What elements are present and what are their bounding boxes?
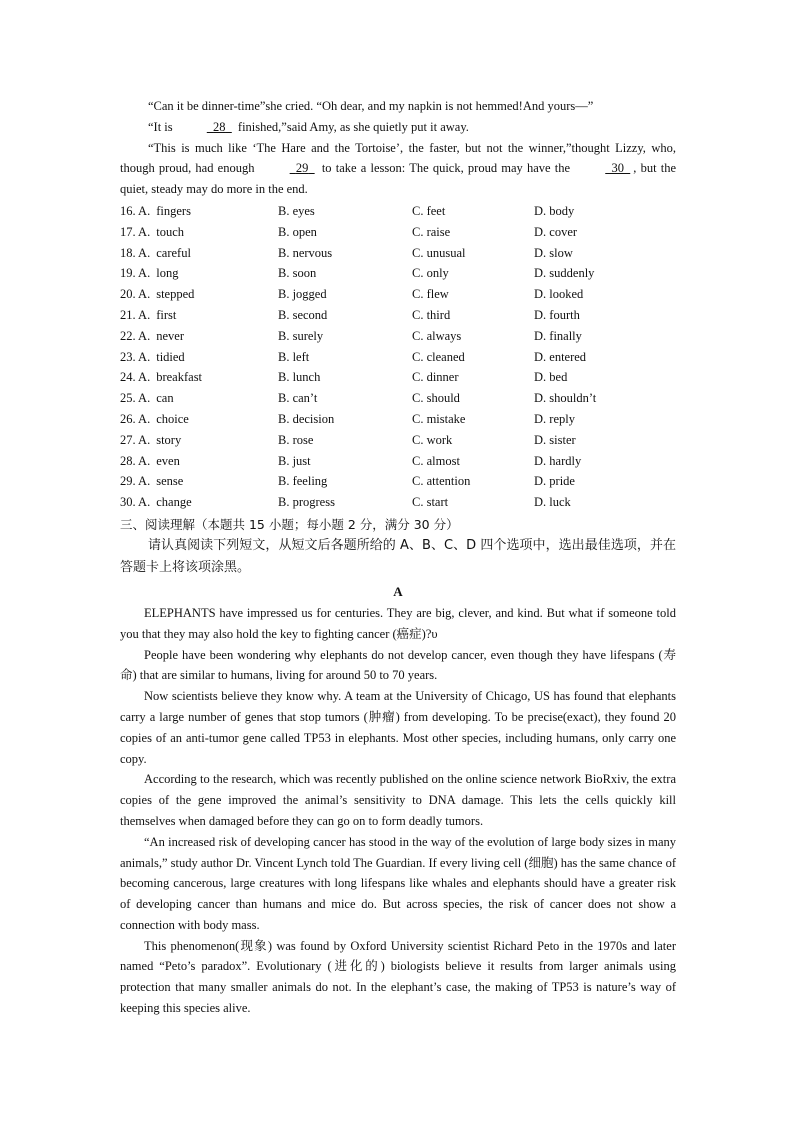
question-number: 25. A.	[120, 391, 151, 406]
option-d: D. sister	[534, 432, 576, 447]
option-d: D. pride	[534, 474, 575, 489]
option-row	[120, 201, 676, 222]
passage-a-paragraph-3: Now scientists believe they know why. A team at the University of Chicago, US has found that elephants carry a large number of genes that stop tumors (肿瘤) from developing. To be precise(exact), they found 20 copies of an anti-tumor gene called TP53 in elephants. Most other species, including humans, only carry one copy.	[120, 689, 676, 766]
question-number: 22. A.	[120, 328, 151, 343]
passage-a-paragraph-2: People have been wondering why elephants do not develop cancer, even though they have lifespans (寿命) that are similar to humans, living for around 50 to 70 years.	[120, 647, 676, 683]
option-c: C. unusual	[412, 245, 466, 260]
option-b: B. jogged	[278, 287, 327, 302]
option-a	[120, 367, 202, 388]
option-row	[120, 367, 676, 388]
blank-28-number: 28	[213, 119, 226, 134]
question-number: 27. A.	[120, 432, 151, 447]
option-d: D. suddenly	[534, 266, 595, 281]
option-row	[120, 492, 676, 513]
option-d: D. finally	[534, 328, 582, 343]
question-number: 20. A.	[120, 287, 151, 302]
story-line-2-end: finished,”said Amy, as she quietly put it away.	[234, 119, 469, 134]
option-c: C. work	[412, 432, 453, 447]
story-line-3-start: “This is much like ‘The Hare and the Tortoise’, the faster, but not the winner,”thought Lizzy, who, though proud, had enough	[120, 140, 676, 176]
option-a-text: long	[156, 266, 179, 281]
option-b: B. left	[278, 349, 310, 364]
story-line-2	[120, 117, 676, 138]
option-a	[120, 243, 191, 264]
option-a-text: careful	[156, 245, 191, 260]
option-d: D. luck	[534, 495, 571, 510]
passage-a	[120, 603, 676, 1019]
option-c: C. only	[412, 266, 449, 281]
option-row	[120, 430, 676, 451]
option-c: C. flew	[412, 287, 449, 302]
option-row	[120, 451, 676, 472]
question-number: 24. A.	[120, 370, 151, 385]
option-b: B. rose	[278, 432, 314, 447]
option-b: B. can’t	[278, 391, 318, 406]
option-d: D. reply	[534, 411, 575, 426]
option-a-text: fingers	[156, 203, 191, 218]
option-a-text: choice	[156, 411, 189, 426]
question-number: 29. A.	[120, 474, 151, 489]
options-list	[120, 201, 676, 513]
option-a	[120, 451, 180, 472]
story-line-3-middle: to take a lesson: The quick, proud may have the	[317, 161, 575, 176]
question-number: 21. A.	[120, 307, 151, 322]
option-b: B. surely	[278, 328, 324, 343]
option-a	[120, 222, 184, 243]
option-a	[120, 326, 184, 347]
option-row	[120, 347, 676, 368]
option-a	[120, 471, 183, 492]
option-d: D. body	[534, 203, 575, 218]
option-c: C. attention	[412, 474, 471, 489]
option-a	[120, 284, 194, 305]
option-row	[120, 471, 676, 492]
option-d: D. entered	[534, 349, 587, 364]
option-a-text: first	[156, 307, 177, 322]
option-a	[120, 263, 178, 284]
story-line-2-start: “It is	[148, 119, 176, 134]
option-b: B. lunch	[278, 370, 321, 385]
option-c: C. should	[412, 391, 460, 406]
option-a	[120, 305, 176, 326]
blank-29	[259, 158, 318, 179]
option-row	[120, 326, 676, 347]
passage-a-paragraph-6: This phenomenon(现象) was found by Oxford University scientist Richard Peto in the 1970s and later named “Peto’s paradox”. Evolutionary (进化的) biologists believe it results from larger animals using protection that many smaller animals do not. In the elephant’s case, the making of TP53 is nature’s way of keeping this species alive.	[120, 938, 676, 1016]
question-number: 17. A.	[120, 224, 151, 239]
option-a	[120, 430, 181, 451]
option-a-text: tidied	[156, 349, 185, 364]
option-b: B. second	[278, 307, 328, 322]
option-a	[120, 201, 191, 222]
blank-30	[574, 158, 633, 179]
option-row	[120, 284, 676, 305]
option-b: B. eyes	[278, 203, 315, 218]
option-a	[120, 409, 189, 430]
story-line-1: “Can it be dinner-time”she cried. “Oh dear, and my napkin is not hemmed!And yours—”	[148, 99, 594, 113]
option-a-text: touch	[156, 224, 184, 239]
story-line-3-end: , but the quiet, steady may do more in the end.	[120, 161, 677, 197]
option-a-text: never	[156, 328, 184, 343]
question-number: 18. A.	[120, 245, 151, 260]
option-d: D. bed	[534, 370, 568, 385]
option-a-text: even	[156, 453, 180, 468]
blank-28	[176, 117, 235, 138]
section-3-instruction: 请认真阅读下列短文，从短文后各题所给的 A、B、C、D 四个选项中，选出最佳选项，并在答题卡上将该项涂黑。	[120, 537, 676, 575]
passage-a-paragraph-5: “An increased risk of developing cancer has stood in the way of the evolution of large body sizes in many animals,” study author Dr. Vincent Lynch told The Guardian. If every living cell (细胞) has the same chance of becoming cancerous, large creatures with long lifespans like whales and elephants should have a greater risk of developing cancer than humans and mice do. But across species, the risk of cancer does not show a connection with body mass.	[120, 834, 676, 932]
question-number: 30. A.	[120, 495, 151, 510]
question-number: 23. A.	[120, 349, 151, 364]
option-b: B. soon	[278, 266, 317, 281]
exam-page	[120, 96, 676, 1019]
option-c: C. cleaned	[412, 349, 465, 364]
option-row	[120, 243, 676, 264]
option-c: C. third	[412, 307, 451, 322]
option-a	[120, 347, 185, 368]
option-a-text: can	[156, 391, 174, 406]
option-row	[120, 409, 676, 430]
question-number: 28. A.	[120, 453, 151, 468]
option-b: B. progress	[278, 495, 335, 510]
option-c: C. feet	[412, 203, 446, 218]
question-number: 19. A.	[120, 266, 151, 281]
option-b: B. feeling	[278, 474, 328, 489]
option-c: C. dinner	[412, 370, 459, 385]
option-d: D. fourth	[534, 307, 580, 322]
passage-a-paragraph-4: According to the research, which was recently published on the online science network BioRxiv, the extra copies of the gene improved the animal’s sensitivity to DNA damage. This lets the cells quickly kill themselves when damaged before they can go on to form deadly tumors.	[120, 772, 676, 828]
option-row	[120, 388, 676, 409]
option-c: C. mistake	[412, 411, 466, 426]
option-a-text: change	[156, 495, 192, 510]
blank-29-number: 29	[295, 161, 309, 176]
option-c: C. start	[412, 495, 449, 510]
option-a-text: sense	[156, 474, 184, 489]
passage-a-title: A	[393, 583, 403, 599]
option-d: D. cover	[534, 224, 578, 239]
option-b: B. decision	[278, 411, 335, 426]
option-c: C. always	[412, 328, 462, 343]
option-a	[120, 388, 174, 409]
option-a-text: breakfast	[156, 370, 203, 385]
option-b: B. open	[278, 224, 317, 239]
option-d: D. looked	[534, 287, 584, 302]
option-b: B. just	[278, 453, 311, 468]
blank-30-number: 30	[611, 161, 624, 176]
section-3-heading: 三、阅读理解（本题共 15 小题；每小题 2 分，满分 30 分）	[120, 516, 459, 532]
story-line-3	[120, 138, 676, 200]
option-a-text: stepped	[156, 287, 195, 302]
option-c: C. almost	[412, 453, 460, 468]
option-row	[120, 305, 676, 326]
question-number: 16. A.	[120, 203, 151, 218]
option-row	[120, 222, 676, 243]
question-number: 26. A.	[120, 411, 151, 426]
passage-a-paragraph-1: ELEPHANTS have impressed us for centuries. They are big, clever, and kind. But what if someone told you that they may also hold the key to fighting cancer (癌症)?υ	[120, 605, 676, 641]
option-d: D. slow	[534, 245, 573, 260]
option-d: D. hardly	[534, 453, 582, 468]
option-c: C. raise	[412, 224, 451, 239]
option-b: B. nervous	[278, 245, 333, 260]
option-row	[120, 263, 676, 284]
option-d: D. shouldn’t	[534, 391, 597, 406]
option-a-text: story	[156, 432, 182, 447]
option-a	[120, 492, 192, 513]
